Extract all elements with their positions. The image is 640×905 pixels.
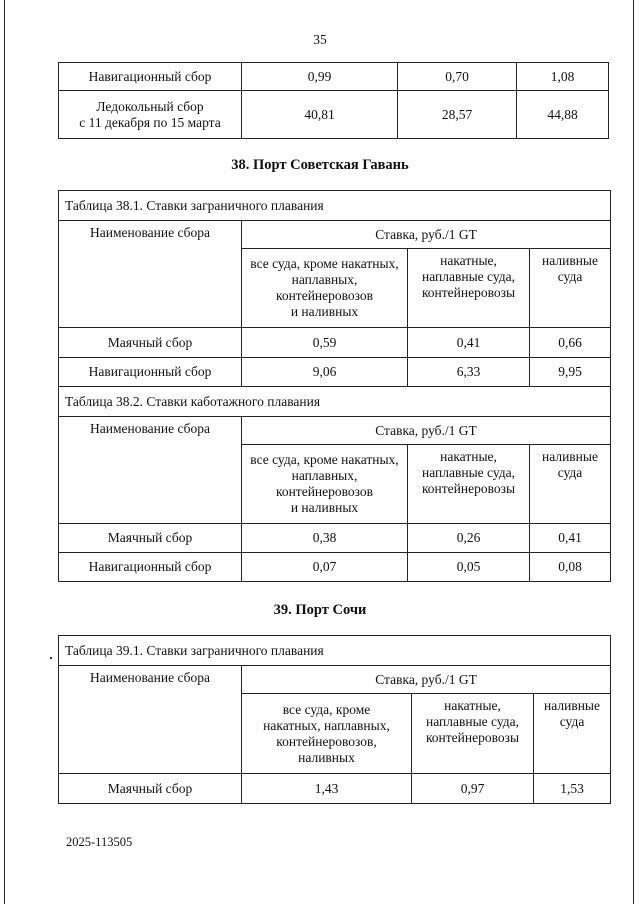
rate-value: 9,95 [530,358,611,387]
table-row [59,774,611,804]
header-line: накатные, [440,253,497,268]
document-code: 2025-113505 [66,835,133,849]
rate-value: 1,53 [534,774,611,804]
table-row [59,63,609,91]
header-line: суда [559,714,585,729]
table-row [59,524,611,553]
header-line: контейнеровозов, [276,733,377,749]
header-line: контейнеровозов [275,484,374,499]
header-line: наплавных, [291,272,358,287]
subheader-general-vessels [242,249,408,328]
rate-value: 0,05 [408,553,530,582]
header-line: и наливных [290,304,359,319]
header-line: все суда, кроме накатных, [250,452,399,467]
fee-name: Маячный сбор [59,524,242,553]
header-line: суда [557,465,583,480]
rate-value: 28,57 [398,91,517,139]
rate-value: 0,41 [530,524,611,553]
scan-speck [50,657,52,659]
fee-name [59,91,242,139]
rate-value: 0,70 [398,63,517,91]
subheader-general-vessels [242,694,412,774]
fee-name: Навигационный сбор [59,553,242,582]
header-line: и наливных [290,500,359,515]
subheader-tankers [530,445,611,524]
table-caption: Таблица 38.2. Ставки каботажного плавания [59,387,611,417]
rate-value: 0,07 [242,553,408,582]
header-line: наплавные суда, [422,465,515,480]
rate-value: 0,41 [408,328,530,358]
column-header-rate: Ставка, руб./1 GT [242,666,611,694]
prev-table [58,62,609,139]
rate-value: 0,99 [242,63,398,91]
table-caption: Таблица 39.1. Ставки заграничного плавания [59,636,611,666]
fee-name: Маячный сбор [59,774,242,804]
table-38-2 [58,386,611,582]
subheader-tankers [530,249,611,328]
header-line: наливные [542,449,598,464]
column-header-fee-name: Наименование сбора [59,666,242,774]
header-line: наплавные суда, [426,714,519,729]
subheader-roro-vessels [412,694,534,774]
section-heading-39: 39. Порт Сочи [273,602,367,618]
header-line: все суда, кроме [282,701,371,717]
header-line: наплавных, [291,468,358,483]
header-line: контейнеровозы [421,285,516,300]
header-line: контейнеровозы [421,481,516,496]
header-line: суда [557,269,583,284]
rate-value: 40,81 [242,91,398,139]
rate-value: 9,06 [242,358,408,387]
rate-value: 0,59 [242,328,408,358]
fee-name: Навигационный сбор [59,63,242,91]
rate-value: 1,08 [517,63,609,91]
header-line: наливные [542,253,598,268]
subheader-general-vessels [242,445,408,524]
table-row [59,553,611,582]
header-line: все суда, кроме накатных, [250,256,399,271]
rate-value: 44,88 [517,91,609,139]
header-line: наливные [544,698,600,713]
table-39-1 [58,635,611,804]
rate-value: 0,97 [412,774,534,804]
rate-value: 0,38 [242,524,408,553]
page-number: 35 [313,32,327,47]
rate-value: 0,26 [408,524,530,553]
rate-value: 6,33 [408,358,530,387]
fee-name: Маячный сбор [59,328,242,358]
header-line: накатные, [444,698,501,713]
subheader-roro-vessels [408,445,530,524]
column-header-rate: Ставка, руб./1 GT [242,417,611,445]
header-line: наливных [298,749,355,765]
column-header-rate: Ставка, руб./1 GT [242,221,611,249]
column-header-fee-name: Наименование сбора [59,417,242,524]
rate-value: 0,66 [530,328,611,358]
fee-name-line: Ледокольный сбор [96,98,204,114]
table-row [59,328,611,358]
rate-value: 1,43 [242,774,412,804]
column-header-fee-name: Наименование сбора [59,221,242,328]
table-row [59,91,609,139]
subheader-roro-vessels [408,249,530,328]
header-line: накатных, наплавных, [263,717,390,733]
section-heading-38: 38. Порт Советская Гавань [231,157,409,173]
table-row [59,358,611,387]
fee-name: Навигационный сбор [59,358,242,387]
header-line: контейнеровозов [275,288,374,303]
subheader-tankers [534,694,611,774]
header-line: накатные, [440,449,497,464]
rate-value: 0,08 [530,553,611,582]
table-38-1 [58,190,611,387]
header-line: контейнеровозы [425,730,520,745]
fee-name-line: с 11 декабря по 15 марта [79,114,221,130]
header-line: наплавные суда, [422,269,515,284]
table-caption: Таблица 38.1. Ставки заграничного плавания [59,191,611,221]
